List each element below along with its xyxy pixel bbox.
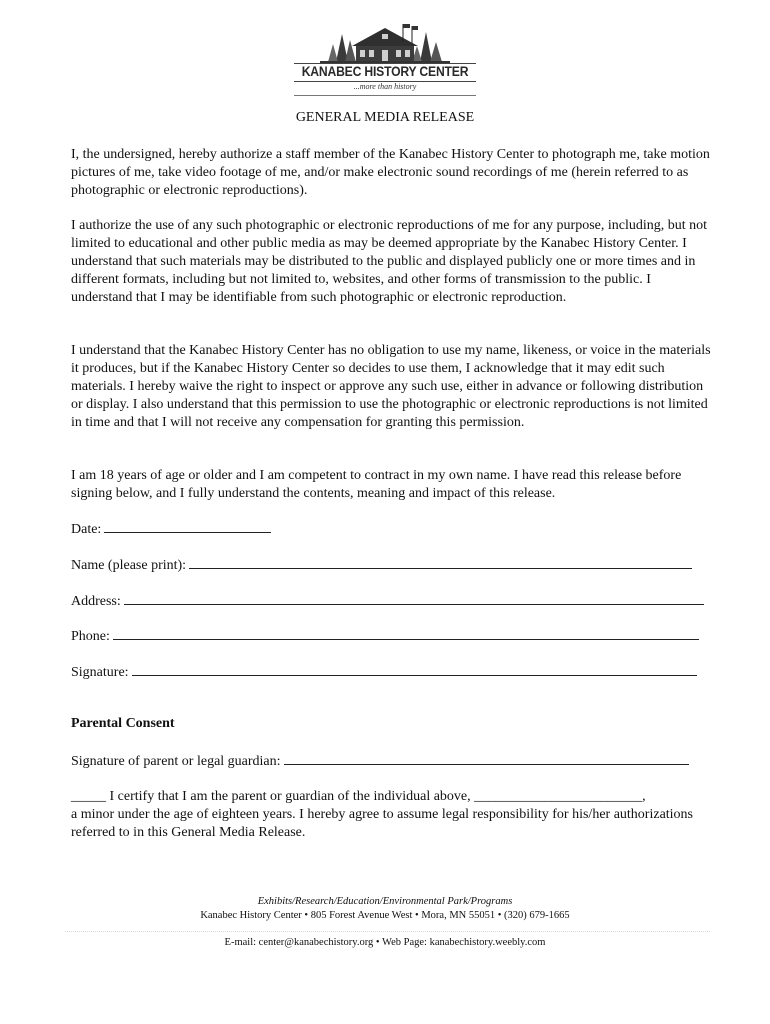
certify-name-blank[interactable]: ________________________, xyxy=(474,789,646,804)
footer-divider xyxy=(65,931,710,932)
phone-label: Phone: xyxy=(71,629,110,644)
guardian-signature-line[interactable] xyxy=(284,752,689,765)
logo-title: KANABEC HISTORY CENTER xyxy=(301,64,469,79)
footer-address: Kanabec History Center • 805 Forest Avenue West • Mora, MN 55051 • (320) 679-1665 xyxy=(200,910,570,921)
signature-label: Signature: xyxy=(71,665,129,680)
guardian-signature-field[interactable] xyxy=(71,752,689,770)
logo-tagline: ...more than history xyxy=(353,82,417,91)
age-paragraph: I am 18 years of age or older and I am competent to contract in my own name. I have read this release before signing below, and I fully understand the contents, meaning and impact of this release. xyxy=(71,468,682,501)
phone-field[interactable] xyxy=(71,627,699,645)
kanabec-logo xyxy=(290,22,480,98)
footer-contact: E-mail: center@kanabechistory.org • Web Page: kanabechistory.weebly.com xyxy=(224,937,546,948)
document-title: GENERAL MEDIA RELEASE xyxy=(295,110,475,125)
logo-rule xyxy=(294,95,476,96)
address-line[interactable] xyxy=(124,592,704,605)
name-field[interactable] xyxy=(71,556,692,574)
signature-field[interactable] xyxy=(71,663,697,681)
certify-text: I certify that I am the parent or guardian of the individual above, xyxy=(109,789,471,804)
usage-paragraph: I authorize the use of any such photographic or electronic reproductions of me for any purpose, including, but not limited to educational and other public media as may be deemed appropriate by the Kanabec History Center. I understand that such materials may be distributed to the public and displayed publicly one or more times and in different formats, including but not limited to, websites, and other forms of transmission to the public. I understand that I may be identifiable from such photographic or electronic reproduction. xyxy=(71,218,708,305)
guardian-signature-label: Signature of parent or legal guardian: xyxy=(71,754,281,769)
certify-initial-blank[interactable]: _____ xyxy=(71,789,106,804)
name-line[interactable] xyxy=(189,556,692,569)
date-line[interactable] xyxy=(104,520,271,533)
authorization-paragraph: I, the undersigned, hereby authorize a staff member of the Kanabec History Center to photograph me, take motion pictures of me, take video footage of me, and/or make electronic sound recordings of me (herein referred to as photographic or electronic reproductions). xyxy=(71,147,710,198)
certification-block xyxy=(71,788,711,842)
signature-line[interactable] xyxy=(132,663,697,676)
parental-consent-heading: Parental Consent xyxy=(71,716,175,731)
waiver-paragraph: I understand that the Kanabec History Center has no obligation to use my name, likeness, or voice in the materials it produces, but if the Kanabec History Center so decides to use them, I acknowledge that it may edit such materials. I hereby waive the right to inspect or approve any such use, either in advance or following distribution or display. I also understand that this permission to use the photographic or electronic reproductions is not limited in time and that I will not receive any compensation for granting this permission. xyxy=(71,343,711,430)
address-field[interactable] xyxy=(71,592,704,610)
certify-rest: a minor under the age of eighteen years. I hereby agree to assume legal responsibility for his/her authorizations referred to in this General Media Release. xyxy=(71,807,694,840)
building-illustration-icon xyxy=(290,22,480,64)
phone-line[interactable] xyxy=(113,627,699,640)
name-label: Name (please print): xyxy=(71,558,187,573)
date-field[interactable] xyxy=(71,520,271,538)
footer-tagline: Exhibits/Research/Education/Environmental Park/Programs xyxy=(257,896,513,907)
date-label: Date: xyxy=(71,522,102,537)
address-label: Address: xyxy=(71,594,121,609)
